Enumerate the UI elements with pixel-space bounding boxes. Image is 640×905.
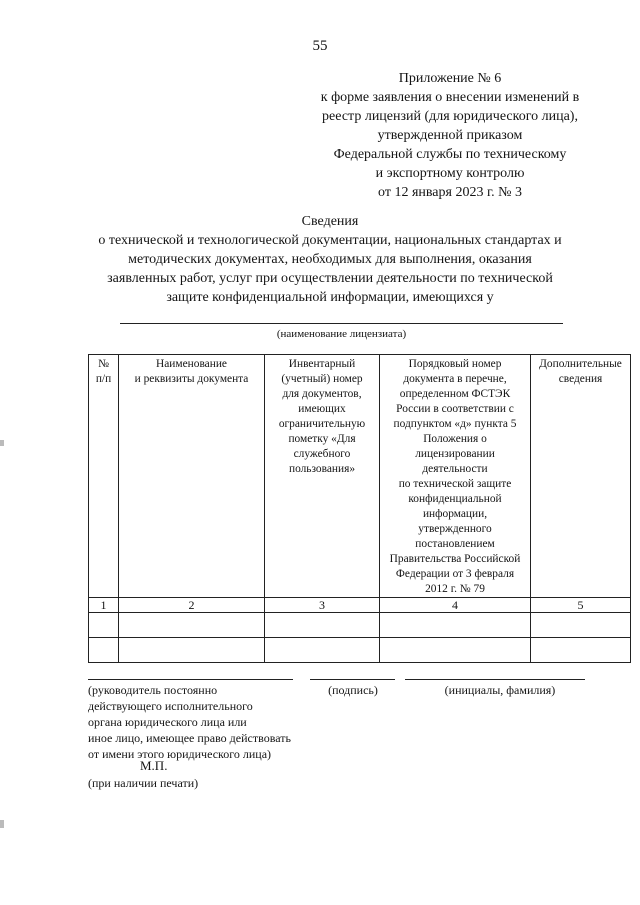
- table-cell: [265, 613, 380, 638]
- licensee-name-line: [120, 323, 563, 324]
- head-signature-line: [88, 679, 293, 680]
- appendix-line: Федеральной службы по техническому: [333, 147, 567, 162]
- table-cell: [531, 638, 631, 663]
- column-number: 2: [119, 598, 265, 613]
- title-line: о технической и технологической документации, национальных стандартах и: [98, 233, 562, 248]
- appendix-line: к форме заявления о внесении изменений в: [320, 90, 580, 105]
- table-cell: [119, 613, 265, 638]
- column-number: 1: [89, 598, 119, 613]
- table-cell: [265, 638, 380, 663]
- scan-edge-mark: [0, 440, 4, 446]
- appendix-line: Приложение № 6: [398, 71, 502, 86]
- scan-edge-mark: [0, 820, 4, 828]
- column-number: 5: [531, 598, 631, 613]
- header-cell: Дополнительные сведения: [531, 355, 631, 598]
- appendix-line: утвержденной приказом: [377, 128, 523, 143]
- title-line: защите конфиденциальной информации, имеющихся у: [166, 290, 494, 305]
- table-header-row: [89, 355, 631, 598]
- signature-caption: (подпись): [328, 683, 378, 697]
- title-line: методических документах, необходимых для выполнения, оказания: [128, 252, 532, 267]
- page-number: 55: [312, 38, 328, 54]
- table-cell: [119, 638, 265, 663]
- header-cell: Порядковый номер документа в перечне, определенном ФСТЭК России в соответствии с подпунктом «д» пункта 5 Положения о лицензировании деятельности по технической защите конфиденциальной информации, утвержденного постановлением Правительства Российской Федерации от 3 февраля 2012 г. № 79: [380, 355, 531, 598]
- appendix-line: от 12 января 2023 г. № 3: [378, 185, 522, 200]
- header-cell: Инвентарный (учетный) номер для документов, имеющих ограничительную пометку «Для служебного пользования»: [265, 355, 380, 598]
- appendix-line: реестр лицензий (для юридического лица),: [322, 109, 578, 124]
- table-cell: [531, 613, 631, 638]
- title-line: заявленных работ, услуг при осуществлении деятельности по технической: [107, 271, 553, 286]
- column-number: 4: [380, 598, 531, 613]
- table-cell: [380, 638, 531, 663]
- table-cell: [89, 613, 119, 638]
- stamp-note: (при наличии печати): [88, 776, 199, 790]
- header-cell: Наименование и реквизиты документа: [119, 355, 265, 598]
- name-caption: (инициалы, фамилия): [444, 683, 556, 697]
- signature-line: [310, 679, 395, 680]
- title-line: Сведения: [301, 214, 359, 229]
- appendix-line: и экспортному контролю: [375, 166, 525, 181]
- stamp-label: М.П.: [140, 758, 168, 773]
- licensee-caption: (наименование лицензиата): [276, 328, 407, 340]
- head-caption: (руководитель постоянно действующего исполнительного органа юридического лица или иное лицо, имеющее право действовать от имени этого юридического лица): [88, 683, 291, 761]
- documents-table: [88, 354, 631, 663]
- appendix-block: [300, 69, 600, 202]
- table-cell: [380, 613, 531, 638]
- column-number: 3: [265, 598, 380, 613]
- table-row: [89, 613, 631, 638]
- table-row: [89, 638, 631, 663]
- column-number-row: [89, 598, 631, 613]
- name-line: [405, 679, 585, 680]
- document-title: [60, 212, 600, 307]
- table-cell: [89, 638, 119, 663]
- header-cell: № п/п: [89, 355, 119, 598]
